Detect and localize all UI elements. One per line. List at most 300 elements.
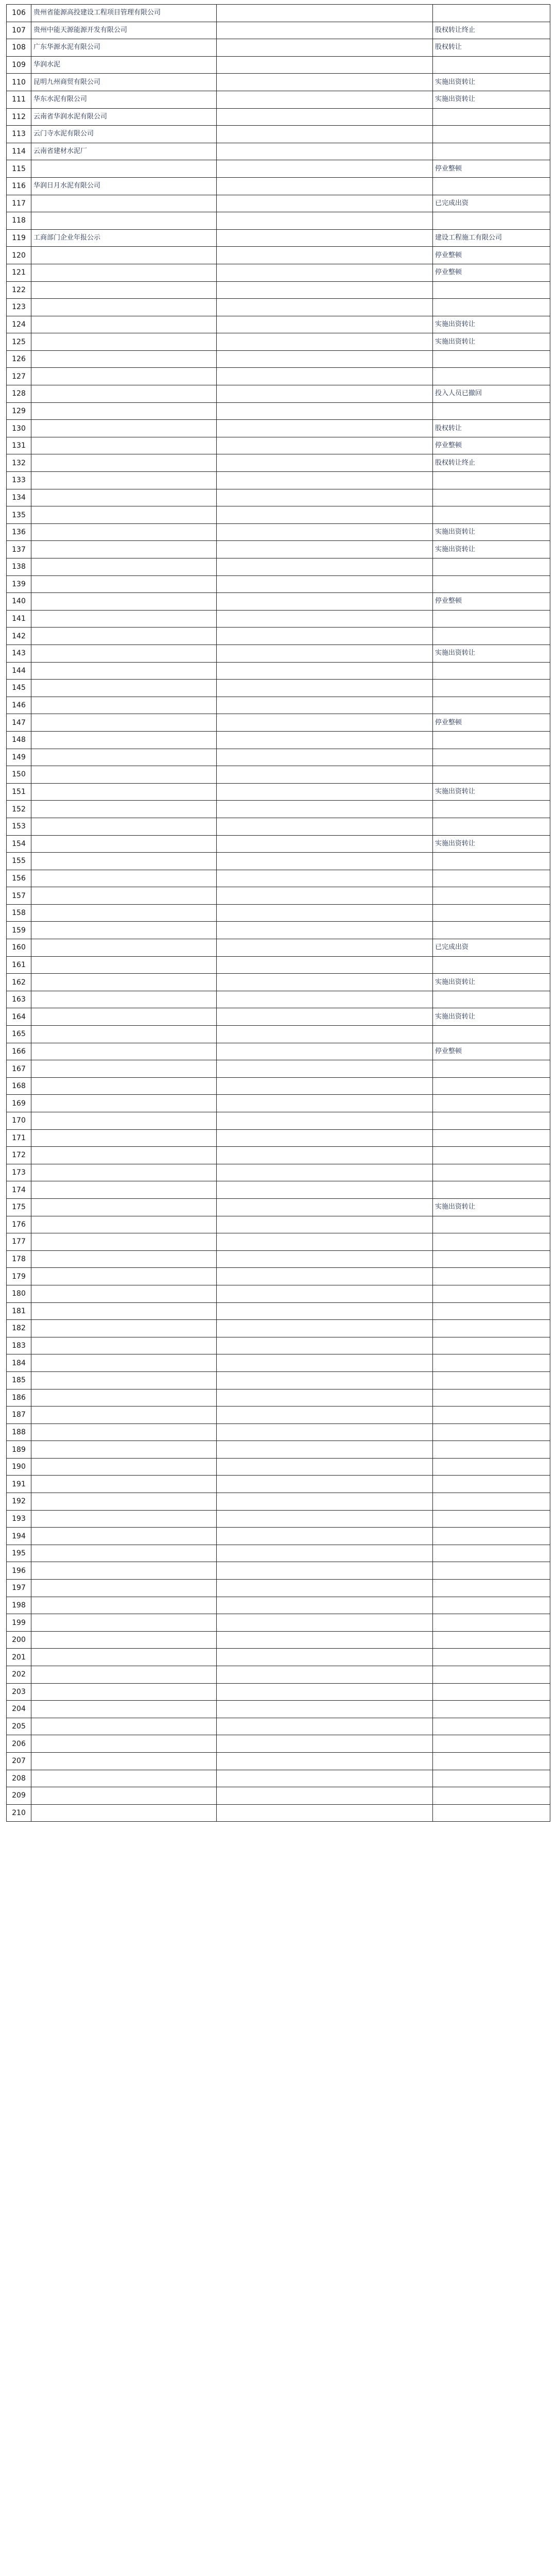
status-cell bbox=[433, 368, 550, 385]
row-number: 136 bbox=[7, 523, 31, 541]
parties-cell bbox=[217, 523, 433, 541]
parties-cell bbox=[217, 1458, 433, 1476]
parties-cell bbox=[217, 1701, 433, 1718]
table-row bbox=[7, 1735, 550, 1753]
table-row bbox=[7, 1787, 550, 1805]
status-cell: 股权转让 bbox=[433, 420, 550, 437]
company-cell bbox=[31, 714, 217, 732]
status-cell bbox=[433, 818, 550, 835]
status-cell: 停业整顿 bbox=[433, 1043, 550, 1060]
parties-cell bbox=[217, 1077, 433, 1095]
table-row bbox=[7, 350, 550, 368]
table-row bbox=[7, 1008, 550, 1026]
table-row bbox=[7, 1337, 550, 1354]
parties-cell bbox=[217, 350, 433, 368]
company-cell bbox=[31, 870, 217, 887]
status-cell: 股权转让终止 bbox=[433, 22, 550, 39]
parties-cell bbox=[217, 835, 433, 853]
company-cell bbox=[31, 662, 217, 680]
parties-cell bbox=[217, 299, 433, 316]
table-row bbox=[7, 714, 550, 732]
table-row bbox=[7, 801, 550, 818]
row-number: 175 bbox=[7, 1198, 31, 1216]
row-number: 119 bbox=[7, 229, 31, 247]
parties-cell bbox=[217, 1580, 433, 1597]
table-row bbox=[7, 697, 550, 714]
company-cell: 贵州中能天源能源开发有限公司 bbox=[31, 22, 217, 39]
company-cell bbox=[31, 472, 217, 489]
table-row bbox=[7, 1077, 550, 1095]
table-row bbox=[7, 1095, 550, 1112]
status-cell bbox=[433, 922, 550, 939]
status-cell bbox=[433, 766, 550, 784]
table-row bbox=[7, 22, 550, 39]
parties-cell bbox=[217, 1666, 433, 1684]
row-number: 186 bbox=[7, 1389, 31, 1406]
company-cell bbox=[31, 1614, 217, 1632]
parties-cell bbox=[217, 1752, 433, 1770]
table-row bbox=[7, 1285, 550, 1302]
status-cell bbox=[433, 1510, 550, 1528]
parties-cell bbox=[217, 437, 433, 454]
parties-cell bbox=[217, 1129, 433, 1147]
status-cell bbox=[433, 1666, 550, 1684]
status-cell bbox=[433, 1129, 550, 1147]
status-cell bbox=[433, 1060, 550, 1078]
row-number: 181 bbox=[7, 1302, 31, 1320]
company-cell bbox=[31, 264, 217, 281]
status-cell bbox=[433, 1233, 550, 1251]
status-cell bbox=[433, 1441, 550, 1459]
parties-cell bbox=[217, 991, 433, 1008]
row-number: 185 bbox=[7, 1371, 31, 1389]
table-row bbox=[7, 662, 550, 680]
row-number: 129 bbox=[7, 402, 31, 420]
parties-cell bbox=[217, 1354, 433, 1372]
parties-cell bbox=[217, 1216, 433, 1233]
row-number: 138 bbox=[7, 558, 31, 576]
status-cell: 股权转让终止 bbox=[433, 454, 550, 472]
table-row bbox=[7, 1528, 550, 1545]
status-cell: 实施出资转让 bbox=[433, 523, 550, 541]
status-cell bbox=[433, 628, 550, 645]
status-cell bbox=[433, 108, 550, 126]
parties-cell bbox=[217, 628, 433, 645]
status-cell bbox=[433, 1614, 550, 1632]
company-cell bbox=[31, 247, 217, 264]
status-cell: 投入人员已撤回 bbox=[433, 385, 550, 403]
company-cell bbox=[31, 1458, 217, 1476]
company-cell bbox=[31, 1580, 217, 1597]
row-number: 179 bbox=[7, 1268, 31, 1285]
company-cell bbox=[31, 1043, 217, 1060]
company-cell bbox=[31, 368, 217, 385]
parties-cell bbox=[217, 1614, 433, 1632]
parties-cell bbox=[217, 887, 433, 905]
status-cell bbox=[433, 1683, 550, 1701]
row-number: 114 bbox=[7, 143, 31, 160]
status-cell: 停业整顿 bbox=[433, 593, 550, 611]
row-number: 150 bbox=[7, 766, 31, 784]
row-number: 203 bbox=[7, 1683, 31, 1701]
status-cell bbox=[433, 1026, 550, 1043]
row-number: 134 bbox=[7, 489, 31, 506]
parties-cell bbox=[217, 1804, 433, 1822]
status-cell bbox=[433, 281, 550, 299]
company-cell bbox=[31, 575, 217, 593]
company-cell bbox=[31, 489, 217, 506]
status-cell bbox=[433, 1423, 550, 1441]
company-cell bbox=[31, 1216, 217, 1233]
row-number: 146 bbox=[7, 697, 31, 714]
parties-cell bbox=[217, 1268, 433, 1285]
row-number: 197 bbox=[7, 1580, 31, 1597]
status-cell bbox=[433, 731, 550, 749]
company-cell: 贵州省能源高投建设工程项目管理有限公司 bbox=[31, 5, 217, 22]
table-row bbox=[7, 472, 550, 489]
table-row bbox=[7, 628, 550, 645]
company-cell bbox=[31, 1804, 217, 1822]
table-row bbox=[7, 402, 550, 420]
status-cell: 实施出资转让 bbox=[433, 333, 550, 351]
status-cell: 已完成出资 bbox=[433, 939, 550, 957]
row-number: 208 bbox=[7, 1770, 31, 1787]
parties-cell bbox=[217, 1320, 433, 1337]
table-row bbox=[7, 1804, 550, 1822]
parties-cell bbox=[217, 177, 433, 195]
table-row bbox=[7, 1216, 550, 1233]
parties-cell bbox=[217, 316, 433, 333]
parties-cell bbox=[217, 801, 433, 818]
table-row bbox=[7, 1545, 550, 1562]
status-cell bbox=[433, 143, 550, 160]
parties-cell bbox=[217, 1164, 433, 1181]
row-number: 159 bbox=[7, 922, 31, 939]
company-cell bbox=[31, 1752, 217, 1770]
parties-cell bbox=[217, 1510, 433, 1528]
row-number: 180 bbox=[7, 1285, 31, 1302]
parties-cell bbox=[217, 506, 433, 524]
table-row bbox=[7, 1354, 550, 1372]
row-number: 184 bbox=[7, 1354, 31, 1372]
company-cell: 华润日月水泥有限公司 bbox=[31, 177, 217, 195]
row-number: 139 bbox=[7, 575, 31, 593]
company-cell bbox=[31, 1423, 217, 1441]
parties-cell bbox=[217, 1423, 433, 1441]
company-cell bbox=[31, 680, 217, 697]
parties-cell bbox=[217, 1528, 433, 1545]
row-number: 149 bbox=[7, 749, 31, 766]
status-cell bbox=[433, 1735, 550, 1753]
table-row bbox=[7, 489, 550, 506]
table-row bbox=[7, 1043, 550, 1060]
row-number: 187 bbox=[7, 1406, 31, 1424]
table-row bbox=[7, 610, 550, 628]
status-cell bbox=[433, 1147, 550, 1164]
row-number: 113 bbox=[7, 126, 31, 143]
table-row bbox=[7, 1112, 550, 1130]
table-row bbox=[7, 1198, 550, 1216]
row-number: 167 bbox=[7, 1060, 31, 1078]
status-cell bbox=[433, 1718, 550, 1735]
table-row bbox=[7, 1493, 550, 1511]
company-cell bbox=[31, 1493, 217, 1511]
parties-cell bbox=[217, 5, 433, 22]
parties-cell bbox=[217, 39, 433, 57]
status-cell bbox=[433, 1354, 550, 1372]
table-row bbox=[7, 1406, 550, 1424]
parties-cell bbox=[217, 264, 433, 281]
status-cell bbox=[433, 1302, 550, 1320]
status-cell bbox=[433, 1164, 550, 1181]
parties-cell bbox=[217, 56, 433, 74]
company-cell: 广东华源水泥有限公司 bbox=[31, 39, 217, 57]
parties-cell bbox=[217, 1545, 433, 1562]
table-row bbox=[7, 731, 550, 749]
parties-cell bbox=[217, 558, 433, 576]
company-cell bbox=[31, 1147, 217, 1164]
parties-cell bbox=[217, 645, 433, 662]
status-cell bbox=[433, 904, 550, 922]
company-cell bbox=[31, 1181, 217, 1199]
table-row bbox=[7, 593, 550, 611]
row-number: 121 bbox=[7, 264, 31, 281]
table-row bbox=[7, 506, 550, 524]
company-cell: 华润水泥 bbox=[31, 56, 217, 74]
table-row bbox=[7, 1371, 550, 1389]
status-cell bbox=[433, 887, 550, 905]
row-number: 106 bbox=[7, 5, 31, 22]
status-cell: 已完成出资 bbox=[433, 195, 550, 212]
table-row bbox=[7, 766, 550, 784]
parties-cell bbox=[217, 420, 433, 437]
company-cell bbox=[31, 333, 217, 351]
row-number: 165 bbox=[7, 1026, 31, 1043]
table-row bbox=[7, 1701, 550, 1718]
table-row bbox=[7, 368, 550, 385]
status-cell bbox=[433, 212, 550, 230]
company-cell bbox=[31, 974, 217, 991]
status-cell: 实施出资转让 bbox=[433, 541, 550, 558]
company-cell bbox=[31, 1371, 217, 1389]
company-cell bbox=[31, 1476, 217, 1493]
status-cell bbox=[433, 1631, 550, 1649]
status-cell bbox=[433, 1216, 550, 1233]
parties-cell bbox=[217, 1337, 433, 1354]
parties-cell bbox=[217, 974, 433, 991]
parties-cell bbox=[217, 1476, 433, 1493]
table-row bbox=[7, 783, 550, 801]
status-cell: 停业整顿 bbox=[433, 437, 550, 454]
row-number: 192 bbox=[7, 1493, 31, 1511]
company-cell bbox=[31, 939, 217, 957]
table-row bbox=[7, 523, 550, 541]
status-cell bbox=[433, 1770, 550, 1787]
row-number: 156 bbox=[7, 870, 31, 887]
parties-cell bbox=[217, 195, 433, 212]
table-row bbox=[7, 904, 550, 922]
row-number: 131 bbox=[7, 437, 31, 454]
company-cell bbox=[31, 299, 217, 316]
company-cell bbox=[31, 402, 217, 420]
row-number: 151 bbox=[7, 783, 31, 801]
table-row bbox=[7, 575, 550, 593]
company-cell bbox=[31, 1389, 217, 1406]
row-number: 126 bbox=[7, 350, 31, 368]
table-row bbox=[7, 1181, 550, 1199]
row-number: 118 bbox=[7, 212, 31, 230]
table-row bbox=[7, 437, 550, 454]
status-cell bbox=[433, 1562, 550, 1580]
row-number: 143 bbox=[7, 645, 31, 662]
row-number: 145 bbox=[7, 680, 31, 697]
company-cell bbox=[31, 1666, 217, 1684]
company-cell bbox=[31, 1770, 217, 1787]
parties-cell bbox=[217, 1233, 433, 1251]
parties-cell bbox=[217, 870, 433, 887]
parties-cell bbox=[217, 749, 433, 766]
parties-cell bbox=[217, 91, 433, 108]
status-cell bbox=[433, 1389, 550, 1406]
status-cell bbox=[433, 749, 550, 766]
parties-cell bbox=[217, 939, 433, 957]
company-cell bbox=[31, 437, 217, 454]
status-cell bbox=[433, 1493, 550, 1511]
table-row bbox=[7, 39, 550, 57]
company-cell bbox=[31, 1198, 217, 1216]
row-number: 158 bbox=[7, 904, 31, 922]
table-row bbox=[7, 281, 550, 299]
parties-cell bbox=[217, 766, 433, 784]
row-number: 137 bbox=[7, 541, 31, 558]
row-number: 160 bbox=[7, 939, 31, 957]
parties-cell bbox=[217, 1597, 433, 1614]
row-number: 133 bbox=[7, 472, 31, 489]
status-cell: 实施出资转让 bbox=[433, 783, 550, 801]
table-row bbox=[7, 645, 550, 662]
parties-cell bbox=[217, 1371, 433, 1389]
status-cell bbox=[433, 991, 550, 1008]
table-row bbox=[7, 195, 550, 212]
table-row bbox=[7, 1164, 550, 1181]
status-cell bbox=[433, 1649, 550, 1666]
parties-cell bbox=[217, 1493, 433, 1511]
table-row bbox=[7, 1129, 550, 1147]
parties-cell bbox=[217, 818, 433, 835]
row-number: 157 bbox=[7, 887, 31, 905]
row-number: 122 bbox=[7, 281, 31, 299]
status-cell bbox=[433, 697, 550, 714]
table-row bbox=[7, 1718, 550, 1735]
table-row bbox=[7, 385, 550, 403]
row-number: 193 bbox=[7, 1510, 31, 1528]
table-row bbox=[7, 126, 550, 143]
row-number: 153 bbox=[7, 818, 31, 835]
table-row bbox=[7, 1423, 550, 1441]
table-row bbox=[7, 299, 550, 316]
company-cell bbox=[31, 1631, 217, 1649]
company-cell bbox=[31, 783, 217, 801]
table-row bbox=[7, 333, 550, 351]
parties-cell bbox=[217, 74, 433, 91]
status-cell: 实施出资转让 bbox=[433, 835, 550, 853]
row-number: 116 bbox=[7, 177, 31, 195]
row-number: 204 bbox=[7, 1701, 31, 1718]
status-cell: 停业整顿 bbox=[433, 714, 550, 732]
parties-cell bbox=[217, 956, 433, 974]
table-row bbox=[7, 835, 550, 853]
row-number: 148 bbox=[7, 731, 31, 749]
row-number: 140 bbox=[7, 593, 31, 611]
table-row bbox=[7, 1389, 550, 1406]
company-cell bbox=[31, 1406, 217, 1424]
parties-cell bbox=[217, 1250, 433, 1268]
company-cell bbox=[31, 1545, 217, 1562]
company-cell bbox=[31, 1718, 217, 1735]
company-cell bbox=[31, 1735, 217, 1753]
parties-cell bbox=[217, 1562, 433, 1580]
company-cell bbox=[31, 991, 217, 1008]
parties-cell bbox=[217, 731, 433, 749]
company-cell: 工商部门企业年报公示 bbox=[31, 229, 217, 247]
parties-cell bbox=[217, 593, 433, 611]
parties-cell bbox=[217, 1060, 433, 1078]
parties-cell bbox=[217, 1095, 433, 1112]
status-cell bbox=[433, 680, 550, 697]
status-cell bbox=[433, 1701, 550, 1718]
status-cell bbox=[433, 575, 550, 593]
parties-cell bbox=[217, 1770, 433, 1787]
row-number: 142 bbox=[7, 628, 31, 645]
status-cell bbox=[433, 350, 550, 368]
row-number: 177 bbox=[7, 1233, 31, 1251]
status-cell bbox=[433, 610, 550, 628]
parties-cell bbox=[217, 783, 433, 801]
company-cell bbox=[31, 1095, 217, 1112]
row-number: 130 bbox=[7, 420, 31, 437]
parties-cell bbox=[217, 1787, 433, 1805]
status-cell bbox=[433, 1250, 550, 1268]
table-row bbox=[7, 922, 550, 939]
company-cell: 云南省建材水泥厂 bbox=[31, 143, 217, 160]
row-number: 127 bbox=[7, 368, 31, 385]
company-cell bbox=[31, 420, 217, 437]
parties-cell bbox=[217, 1147, 433, 1164]
company-cell bbox=[31, 541, 217, 558]
row-number: 188 bbox=[7, 1423, 31, 1441]
table-row bbox=[7, 56, 550, 74]
company-cell bbox=[31, 1060, 217, 1078]
parties-cell bbox=[217, 1043, 433, 1060]
row-number: 164 bbox=[7, 1008, 31, 1026]
row-number: 196 bbox=[7, 1562, 31, 1580]
status-cell bbox=[433, 1268, 550, 1285]
table-row bbox=[7, 853, 550, 870]
company-cell bbox=[31, 801, 217, 818]
company-cell bbox=[31, 350, 217, 368]
status-cell bbox=[433, 56, 550, 74]
parties-cell bbox=[217, 662, 433, 680]
table-row bbox=[7, 1250, 550, 1268]
row-number: 182 bbox=[7, 1320, 31, 1337]
table-row bbox=[7, 1562, 550, 1580]
company-cell bbox=[31, 1320, 217, 1337]
company-cell bbox=[31, 1008, 217, 1026]
status-cell bbox=[433, 1371, 550, 1389]
table-row bbox=[7, 1441, 550, 1459]
company-cell bbox=[31, 385, 217, 403]
row-number: 163 bbox=[7, 991, 31, 1008]
